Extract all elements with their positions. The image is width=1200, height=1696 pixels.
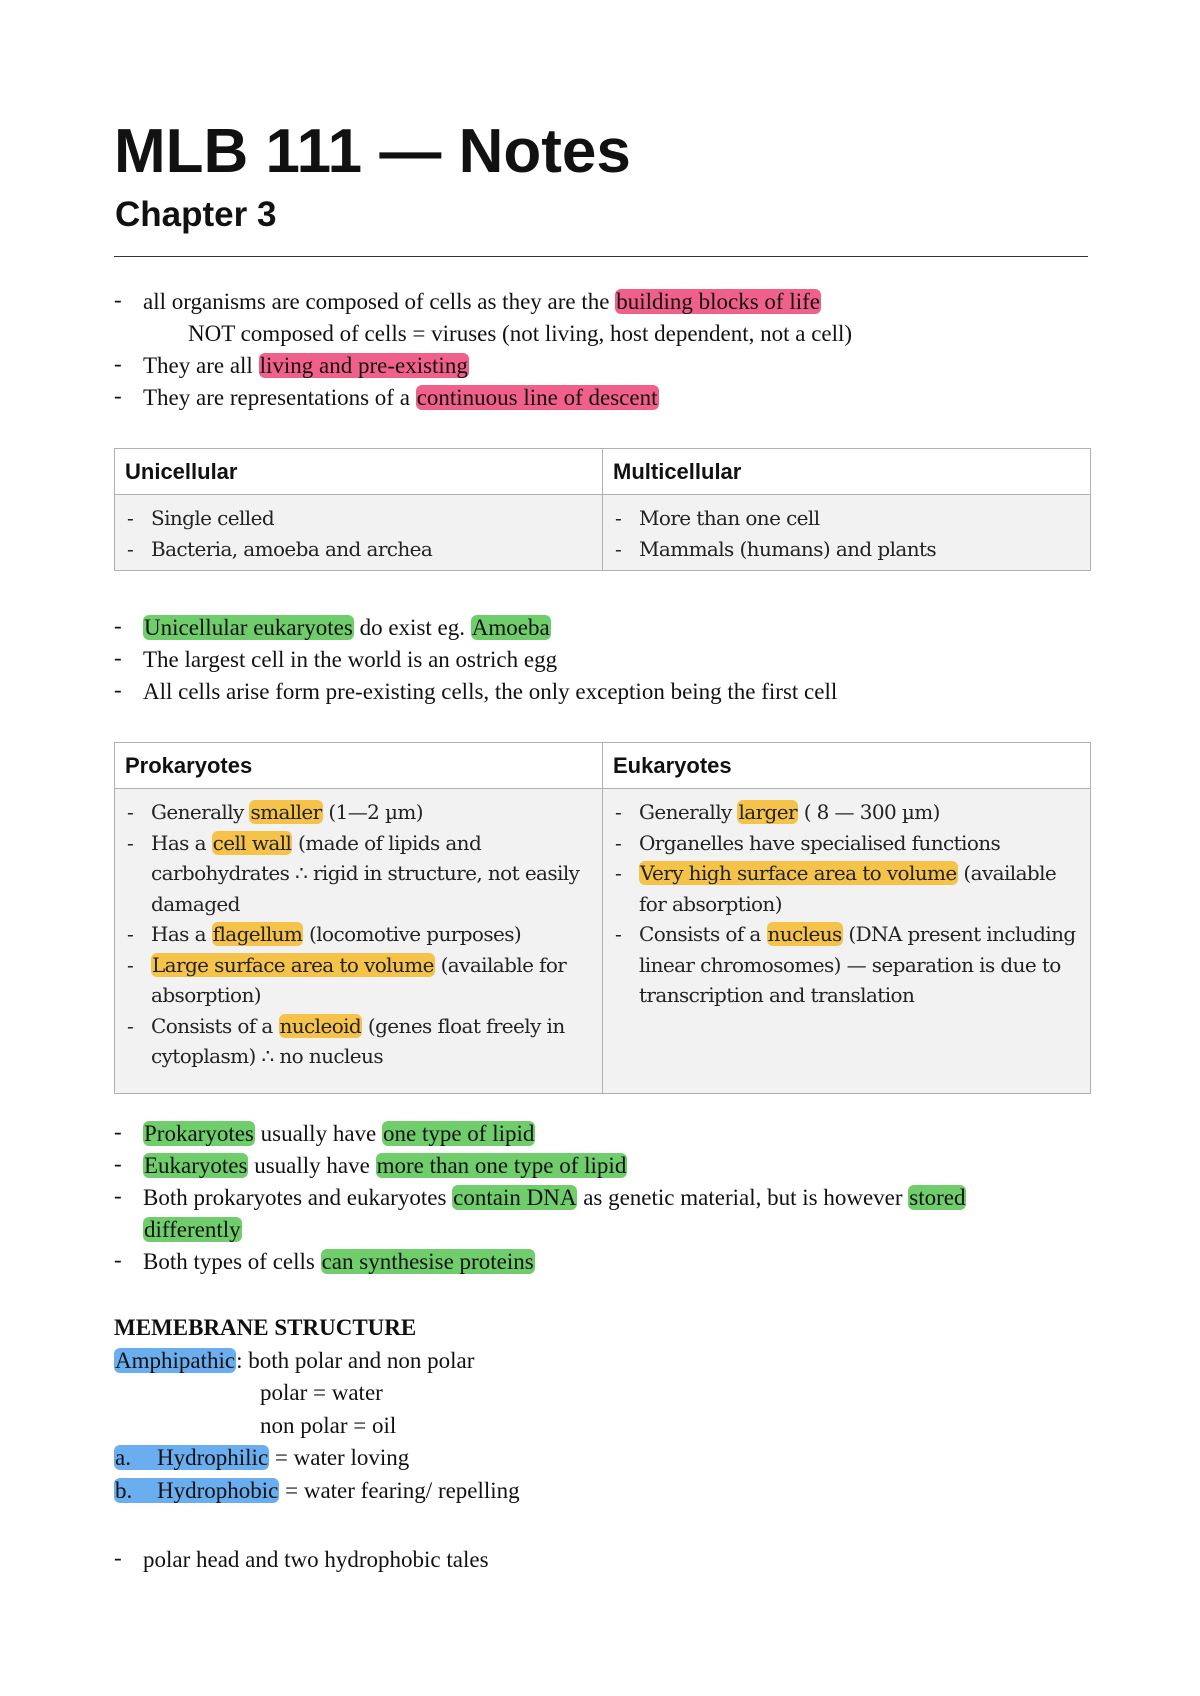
title-divider	[114, 256, 1088, 257]
list-item: - Mammals (humans) and plants	[615, 536, 937, 561]
list-item: - All cells arise form pre-existing cells, the only exception being the first cell	[114, 677, 838, 704]
highlight-blue: Amphipathic	[115, 1347, 236, 1373]
definition-line: polar = water	[260, 1380, 383, 1405]
definition-line: a. Hydrophilic = water loving	[115, 1445, 410, 1470]
list-item: - Both types of cells can synthesise proteins	[114, 1247, 534, 1274]
intro-bullet-list	[114, 286, 852, 414]
bullet-dash: -	[114, 287, 122, 312]
cell-facts-list	[114, 612, 837, 708]
table-header: Multicellular	[603, 449, 1091, 495]
table-cell	[115, 495, 603, 571]
definition-line: Amphipathic: both polar and non polar	[115, 1347, 475, 1373]
list-item: - Very high surface area to volume (available for absorption)	[615, 861, 1057, 916]
definition-line: non polar = oil	[260, 1412, 397, 1438]
highlight-orange: Very high surface area to volume	[640, 861, 957, 885]
cell-type-table	[114, 448, 1091, 571]
list-item: - Generally smaller (1—2 µm)	[127, 800, 423, 824]
membrane-structure-section	[114, 1312, 520, 1507]
list-item: - Generally larger ( 8 — 300 µm)	[615, 800, 940, 824]
list-item: - Prokaryotes usually have one type of lipid	[114, 1119, 535, 1146]
highlight-orange: nucleus	[767, 922, 842, 946]
list-item: - Large surface area to volume (available for absorption)	[127, 952, 567, 1007]
highlight-green: Eukaryotes	[144, 1153, 248, 1178]
highlight-orange: larger	[738, 800, 797, 824]
highlight-pink: building blocks of life	[616, 289, 820, 314]
table-header-row	[115, 743, 1091, 789]
highlight-green: can synthesise proteins	[321, 1249, 534, 1274]
list-item: - Consists of a nucleus (DNA present including linear chromosomes) — separation is due to transcription and translation	[615, 922, 1076, 1007]
highlight-green: one type of lipid	[382, 1121, 535, 1146]
membrane-bullet-list	[114, 1544, 489, 1576]
list-item: - Unicellular eukaryotes do exist eg. Amoeba	[114, 613, 550, 640]
table-cell	[603, 789, 1091, 1094]
table-cell	[603, 495, 1091, 571]
list-item: - Has a flagellum (locomotive purposes)	[127, 922, 522, 946]
definition-line: b. Hydrophobic = water fearing/ repelling	[115, 1477, 520, 1503]
highlight-green: differently	[144, 1217, 241, 1242]
highlight-orange: cell wall	[212, 830, 292, 855]
list-item-note: NOT composed of cells = viruses (not living, host dependent, not a cell)	[188, 321, 853, 346]
highlight-green: Amoeba	[471, 615, 550, 640]
highlight-orange: nucleoid	[279, 1013, 362, 1038]
highlight-pink: living and pre-existing	[259, 353, 468, 378]
list-item: - Organelles have specialised functions	[615, 830, 1001, 855]
list-item: - Eukaryotes usually have more than one type of lipid	[114, 1151, 627, 1178]
page-title: MLB 111 — Notes	[114, 117, 631, 186]
list-item: - Has a cell wall (made of lipids and carbohydrates ∴ rigid in structure, not easily damaged	[127, 830, 580, 916]
table-row	[115, 495, 1091, 571]
list-item: - Both prokaryotes and eukaryotes contain DNA as genetic material, but is however stored differently	[114, 1183, 966, 1242]
table-header: Prokaryotes	[115, 743, 603, 789]
highlight-blue: b. Hydrophobic	[115, 1477, 279, 1503]
highlight-green: stored	[909, 1185, 966, 1210]
highlight-green: Unicellular eukaryotes	[144, 615, 353, 640]
list-item: - Single celled	[127, 506, 275, 530]
lipid-dna-list	[114, 1118, 966, 1278]
table-header: Unicellular	[115, 449, 603, 495]
highlight-pink: continuous line of descent	[416, 385, 658, 410]
list-item: - The largest cell in the world is an ostrich egg	[114, 645, 558, 672]
bullet-dash: -	[114, 383, 122, 408]
list-item: - polar head and two hydrophobic tales	[114, 1545, 489, 1572]
list-item: - They are representations of a continuous line of descent	[114, 382, 852, 414]
prokaryote-eukaryote-table	[114, 742, 1091, 1094]
highlight-blue: a. Hydrophilic	[115, 1445, 269, 1470]
table-header: Eukaryotes	[603, 743, 1091, 789]
highlight-orange: smaller	[250, 800, 322, 824]
list-item: - Consists of a nucleoid (genes float freely in cytoplasm) ∴ no nucleus	[127, 1013, 565, 1068]
highlight-green: Prokaryotes	[144, 1121, 254, 1146]
bullet-dash: -	[114, 351, 122, 376]
highlight-orange: Large surface area to volume	[152, 952, 434, 977]
section-heading: MEMEBRANE STRUCTURE	[114, 1315, 417, 1340]
highlight-green: contain DNA	[453, 1185, 577, 1210]
list-item: - Bacteria, amoeba and archea	[127, 536, 433, 561]
highlight-green: more than one type of lipid	[376, 1153, 627, 1178]
list-item: - all organisms are composed of cells as they are the building blocks of life	[114, 286, 852, 318]
list-item: - They are all living and pre-existing	[114, 350, 852, 382]
table-row	[115, 789, 1091, 1094]
chapter-subtitle: Chapter 3	[115, 195, 277, 234]
list-item: - More than one cell	[615, 506, 820, 530]
table-cell	[115, 789, 603, 1094]
table-header-row	[115, 449, 1091, 495]
highlight-orange: flagellum	[212, 922, 303, 946]
